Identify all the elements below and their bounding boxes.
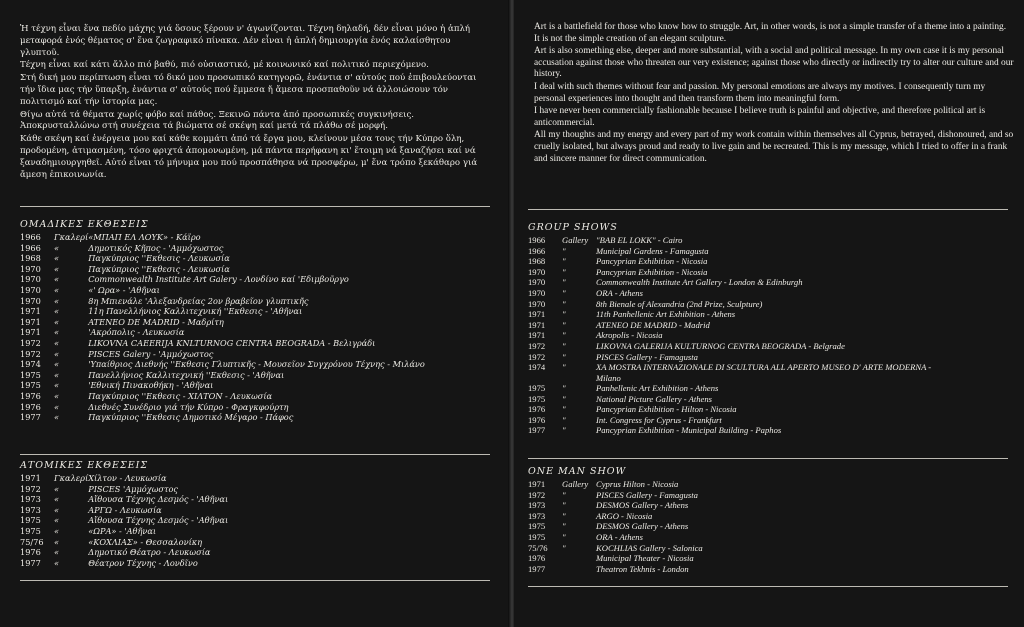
exhibition-venue: PISCES Gallery - Famagusta <box>596 489 698 500</box>
divider <box>528 586 1008 587</box>
greek-solo-shows-section <box>20 460 228 568</box>
greek-page <box>0 0 510 627</box>
exhibition-row <box>528 511 703 522</box>
exhibition-venue: PISCES Galery - 'Αμμόχωστος <box>88 348 214 359</box>
english-solo-shows-section <box>528 466 703 574</box>
exhibition-row <box>528 320 956 331</box>
exhibition-year: 1970 <box>20 274 41 285</box>
exhibition-year: 1972 <box>20 348 41 359</box>
exhibition-venue: KOCHLIAS Gallery - Salonica <box>596 542 703 553</box>
english-group-shows-table <box>528 235 956 436</box>
exhibition-row <box>20 274 425 285</box>
exhibition-year: 1970 <box>528 287 546 298</box>
exhibition-venue: PISCES 'Αμμόχωστος <box>88 483 178 494</box>
exhibition-venue: ORA - Athens <box>596 287 643 298</box>
exhibition-gallery: " <box>562 277 566 288</box>
exhibition-gallery: " <box>562 531 566 542</box>
exhibition-venue: ATENEO DE MADRID - Madrid <box>596 319 710 330</box>
exhibition-row <box>528 532 703 543</box>
exhibition-row <box>20 412 425 423</box>
exhibition-year: 1973 <box>20 494 41 505</box>
exhibition-row <box>528 394 956 405</box>
greek-solo-shows-table <box>20 473 228 568</box>
exhibition-row <box>20 306 425 317</box>
exhibition-row <box>20 473 228 484</box>
exhibition-gallery: « <box>54 369 60 380</box>
exhibition-row <box>528 267 956 278</box>
exhibition-gallery: « <box>54 253 60 264</box>
exhibition-year: 1976 <box>528 553 546 564</box>
exhibition-gallery: " <box>562 362 566 373</box>
exhibition-gallery: « <box>54 263 60 274</box>
exhibition-row <box>20 505 228 516</box>
exhibition-row <box>20 253 425 264</box>
exhibition-venue: DESMOS Gallery - Athens <box>596 521 689 532</box>
exhibition-venue: Διεθνές Συνέδριο γιά τήν Κύπρο - Φραγκφούρτη <box>88 401 289 412</box>
divider <box>20 580 490 581</box>
exhibition-row <box>528 479 703 490</box>
exhibition-year: 1971 <box>20 473 41 483</box>
statement-paragraph: Κάθε σκέψη καί ἐνέργεια μου καί κάθε κομμάτι ἀπό τά ἔργα μου, κλείνουν μέσα τους τήν Κύπρο ὅλη, προδομένη, ἀτιμασμένη, τόσο φριχτά ἀπομονωμένη, μά πάντα περήφανη κι' ἕτοιμη νά ξαναζήσει καί νά ξαναδημιουργηθεῖ. Αὐτό εἶναι τό μήνυμα μου πού προσπάθησα νά προσφέρω, μ' ἕνα τρόπο ξεκάθαρο γιά ἄμεση ἐπικοινωνία. <box>20 134 478 180</box>
exhibition-row <box>528 490 703 501</box>
exhibition-gallery: " <box>562 542 566 553</box>
exhibition-gallery <box>562 564 596 575</box>
exhibition-venue: Int. Congress for Cyprus - Frankfurt <box>596 414 722 425</box>
exhibition-year: 1975 <box>20 369 41 380</box>
exhibition-venue: "BAB EL LOKK" - Cairo <box>596 235 683 245</box>
greek-group-shows-section <box>20 219 425 423</box>
exhibition-gallery <box>562 553 596 564</box>
exhibition-row <box>20 285 425 296</box>
exhibition-year: 1972 <box>20 483 41 494</box>
exhibition-gallery: « <box>54 547 60 558</box>
exhibition-venue: Παγκύπριος ''Εκθεσις - ΧΙΛΤΟΝ - Λευκωσία <box>88 390 273 401</box>
exhibition-venue: Πανελλήνιος Καλλιτεχνική ''Εκθεσις - 'Αθῆναι <box>88 369 285 380</box>
exhibition-row <box>528 299 956 310</box>
exhibition-year: 1968 <box>528 256 546 267</box>
divider <box>20 206 490 207</box>
section-title: ONE MAN SHOW <box>528 466 627 477</box>
exhibition-year: 1971 <box>20 316 41 327</box>
exhibition-venue: Παγκύπριος ''Εκθεσις - Λευκωσία <box>88 263 230 274</box>
exhibition-row <box>528 553 703 564</box>
exhibition-gallery: " <box>562 521 566 532</box>
exhibition-row <box>528 341 956 352</box>
exhibition-year: 1970 <box>528 298 546 309</box>
exhibition-row <box>20 317 425 328</box>
exhibition-gallery: " <box>562 510 566 521</box>
exhibition-venue: 'Υπαίθριος Διεθνής ''Εκθεσις Γλυπτικῆς - Μουσεῖον Συγχρόνου Τέχνης - Μιλάνο <box>88 359 425 370</box>
section-title: ΟΜΑΔΙΚΕΣ ΕΚΘΕΣΕΙΣ <box>20 219 149 230</box>
divider <box>528 209 1008 210</box>
exhibition-gallery: « <box>54 504 60 515</box>
exhibition-row <box>528 277 956 288</box>
exhibition-year: 1975 <box>528 531 546 542</box>
exhibition-gallery: « <box>54 401 60 412</box>
exhibition-gallery: « <box>54 316 60 327</box>
section-title: GROUP SHOWS <box>528 222 618 233</box>
exhibition-venue: Municipal Gardens - Famagusta <box>596 245 709 256</box>
exhibition-gallery: " <box>562 489 566 500</box>
exhibition-venue: ORA - Athens <box>596 531 643 542</box>
exhibition-year: 1977 <box>528 563 546 574</box>
exhibition-row <box>20 526 228 537</box>
english-group-shows-section <box>528 222 956 436</box>
exhibition-year: 1975 <box>528 382 546 393</box>
exhibition-venue: Δημοτικός Κῆπος - 'Αμμόχωστος <box>88 242 224 253</box>
exhibition-gallery: « <box>54 390 60 401</box>
exhibition-row <box>20 515 228 526</box>
exhibition-row <box>528 415 956 426</box>
exhibition-row <box>528 425 956 436</box>
exhibition-gallery: " <box>562 425 566 436</box>
exhibition-gallery: « <box>54 348 60 359</box>
exhibition-gallery: « <box>54 337 60 348</box>
exhibition-year: 1972 <box>528 351 546 362</box>
exhibition-year: 1966 <box>20 232 41 242</box>
exhibition-gallery: « <box>54 380 60 391</box>
exhibition-gallery: " <box>562 245 566 256</box>
statement-paragraph: All my thoughts and my energy and every part of my work contain within themselves all Cyprus, betrayed, dishonoured, and so cruelly isolated, but always proud and ready to live gain and be recreated. This is my message, which I tried to offer in a frank and sincere manner for direct communication. <box>534 130 1014 164</box>
exhibition-venue: Pancyprian Exhibition - Nicosia <box>596 256 708 267</box>
exhibition-year: 1975 <box>20 380 41 391</box>
exhibition-venue: Cyprus Hilton - Nicosia <box>596 479 679 489</box>
exhibition-venue: «' Ωρα» - 'Αθῆναι <box>88 284 160 295</box>
exhibition-year: 1971 <box>528 309 546 320</box>
exhibition-row <box>528 235 956 246</box>
exhibition-row <box>528 543 703 554</box>
exhibition-year: 1966 <box>528 235 546 245</box>
exhibition-year: 1976 <box>20 390 41 401</box>
exhibition-year: 1976 <box>528 414 546 425</box>
exhibition-year: 1975 <box>528 521 546 532</box>
exhibition-gallery: " <box>562 266 566 277</box>
exhibition-gallery: " <box>562 309 566 320</box>
english-page <box>514 0 1024 627</box>
section-title: ΑΤΟΜΙΚΕΣ ΕΚΘΕΣΕΙΣ <box>20 460 149 471</box>
exhibition-year: 1970 <box>20 263 41 274</box>
exhibition-venue: Αἴθουσα Τέχνης Δεσμός - 'Αθῆναι <box>88 515 229 526</box>
exhibition-row <box>20 338 425 349</box>
exhibition-year: 1971 <box>528 319 546 330</box>
exhibition-gallery: « <box>54 274 60 285</box>
exhibition-gallery: « <box>54 536 60 547</box>
exhibition-year: 75/76 <box>20 536 44 547</box>
exhibition-venue: National Picture Gallery - Athens <box>596 393 712 404</box>
exhibition-venue: Commonwealth Institute Art Galery - Λονδίνο καί 'Εδιμβοῦργο <box>88 274 349 285</box>
exhibition-venue: Pancyprian Exhibition - Hilton - Nicosia <box>596 404 737 415</box>
exhibition-row <box>528 309 956 320</box>
exhibition-year: 1973 <box>20 504 41 515</box>
exhibition-year: 1975 <box>528 393 546 404</box>
exhibition-row <box>528 500 703 511</box>
exhibition-venue: Παγκύπριος ''Εκθεσις Δημοτικό Μέγαρο - Πάφος <box>88 412 294 423</box>
exhibition-venue: 'Ακρόπολις - Λευκωσία <box>88 327 185 338</box>
exhibition-row <box>20 391 425 402</box>
exhibition-row <box>20 484 228 495</box>
exhibition-gallery: " <box>562 414 566 425</box>
exhibition-venue: Pancyprian Exhibition - Nicosia <box>596 266 708 277</box>
exhibition-row <box>528 564 703 575</box>
exhibition-gallery: " <box>562 256 566 267</box>
exhibition-year: 1971 <box>20 306 41 317</box>
exhibition-row <box>528 330 956 341</box>
exhibition-gallery: « <box>54 515 60 526</box>
divider <box>528 458 1008 459</box>
exhibition-row <box>20 370 425 381</box>
exhibition-venue: DESMOS Gallery - Athens <box>596 500 689 511</box>
english-solo-shows-table <box>528 479 703 574</box>
exhibition-row <box>20 494 228 505</box>
exhibition-year: 1973 <box>528 500 546 511</box>
exhibition-venue: Commonwealth Institute Art Gallery - London & Edinburgh <box>596 277 803 288</box>
exhibition-row <box>528 246 956 257</box>
exhibition-year: 1977 <box>528 425 546 436</box>
exhibition-venue: Αἴθουσα Τέχνης Δεσμός - 'Αθῆναι <box>88 494 229 505</box>
exhibition-venue: ATENEO DE MADRID - Μαδρίτη <box>88 316 224 327</box>
exhibition-row <box>528 383 956 394</box>
exhibition-row <box>20 359 425 370</box>
exhibition-year: 1975 <box>20 515 41 526</box>
exhibition-gallery: " <box>562 340 566 351</box>
exhibition-venue: Akropolis - Nicosia <box>596 330 663 341</box>
exhibition-year: 1970 <box>528 277 546 288</box>
exhibition-venue: Χίλτον - Λευκωσία <box>88 473 167 483</box>
exhibition-venue: Δημοτικό Θέατρο - Λευκωσία <box>88 547 211 558</box>
exhibition-year: 1972 <box>20 337 41 348</box>
exhibition-row <box>528 352 956 363</box>
english-statement <box>534 22 1014 166</box>
exhibition-gallery: « <box>54 359 60 370</box>
exhibition-year: 1973 <box>528 510 546 521</box>
exhibition-venue: LIKOVNA GALERIJA KULTURNOG CENTRA BEOGRADA - Belgrade <box>596 340 845 351</box>
exhibition-gallery: Γκαλερί <box>54 473 89 483</box>
exhibition-row <box>20 296 425 307</box>
exhibition-gallery: " <box>562 287 566 298</box>
exhibition-year: 1974 <box>528 362 546 373</box>
exhibition-gallery: Γκαλερί <box>54 232 89 242</box>
exhibition-row <box>20 327 425 338</box>
statement-paragraph: I deal with such themes without fear and passion. My personal emotions are always my motives. I consequently turn my personal experiences into thought and then transform them into meaningful form. <box>534 81 986 104</box>
exhibition-row <box>20 558 228 569</box>
exhibition-venue: Panhellenic Art Exhibition - Athens <box>596 382 719 393</box>
exhibition-gallery: " <box>562 500 566 511</box>
exhibition-year: 1970 <box>20 284 41 295</box>
exhibition-year: 1974 <box>20 359 41 370</box>
exhibition-year: 1966 <box>20 242 41 253</box>
exhibition-gallery: " <box>562 330 566 341</box>
exhibition-venue: 11η Πανελλήνιος Καλλιτεχνική ''Εκθεσις - 'Αθῆναι <box>88 306 303 317</box>
exhibition-row <box>528 404 956 415</box>
exhibition-venue: 8η Μπιενάλε 'Αλεξανδρείας 2ον βραβεῖον γλυπτικῆς <box>88 295 309 306</box>
exhibition-gallery: « <box>54 284 60 295</box>
exhibition-gallery: « <box>54 557 60 568</box>
exhibition-gallery: Gallery <box>562 479 589 489</box>
exhibition-row <box>528 288 956 299</box>
exhibition-year: 1976 <box>20 401 41 412</box>
statement-paragraph: Θίγω αὐτά τά θέματα χωρίς φόβο καί πάθος. Ξεκινῶ πάντα ἀπό προσωπικές συγκινήσεις. Ἀποκρυσταλλώνω στή συνέχεια τά βιώματα σέ σκέψη καί μετά τά πλάθω σέ μορφή. <box>20 109 415 132</box>
exhibition-venue: ΑΡΓΩ - Λευκωσία <box>88 504 162 515</box>
exhibition-gallery: " <box>562 404 566 415</box>
exhibition-venue: LIKOVNA CAEERIJA KNLTURNOG CENTRA BEOGRADA - Βελιγράδι <box>88 337 376 348</box>
exhibition-venue: 'Εθνική Πινακοθήκη - 'Αθῆναι <box>88 380 214 391</box>
exhibition-year: 1970 <box>20 295 41 306</box>
exhibition-gallery: « <box>54 412 60 423</box>
exhibition-gallery: « <box>54 306 60 317</box>
exhibition-venue: «ΚΟΧΛΙΑΣ» - Θεσσαλονίκη <box>88 536 203 547</box>
exhibition-row <box>528 362 956 383</box>
exhibition-year: 1975 <box>20 525 41 536</box>
exhibition-year: 1971 <box>528 330 546 341</box>
exhibition-row <box>20 547 228 558</box>
exhibition-year: 75/76 <box>528 542 548 553</box>
exhibition-row <box>20 232 425 243</box>
greek-statement <box>20 24 490 182</box>
exhibition-venue: Παγκύπριος ''Εκθεσις - Λευκωσία <box>88 253 230 264</box>
exhibition-venue: Pancyprian Exhibition - Municipal Building - Paphos <box>596 425 782 436</box>
exhibition-gallery: " <box>562 393 566 404</box>
exhibition-gallery: « <box>54 295 60 306</box>
exhibition-row <box>20 243 425 254</box>
statement-paragraph: I have never been commercially fashionable because I believe truth is painful and objective, and therefore political art is anticommercial. <box>534 106 986 128</box>
exhibition-venue: PISCES Gallery - Famagusta <box>596 351 698 362</box>
divider <box>20 454 490 455</box>
exhibition-row <box>20 264 425 275</box>
exhibition-venue: 8th Bienale of Alexandria (2nd Prize, Sculpture) <box>596 298 763 309</box>
exhibition-gallery: « <box>54 494 60 505</box>
exhibition-gallery: " <box>562 351 566 362</box>
exhibition-gallery: " <box>562 382 566 393</box>
statement-paragraph: Art is a battlefield for those who know how to struggle. Art, in other words, is not a simple transfer of a theme into a painting. It is not the simple creation of an elegant sculpture. <box>534 22 1007 44</box>
exhibition-row <box>20 380 425 391</box>
exhibition-venue: Municipal Theater - Nicosia <box>596 553 694 564</box>
exhibition-year: 1971 <box>528 479 546 489</box>
exhibition-gallery: « <box>54 327 60 338</box>
exhibition-gallery: « <box>54 483 60 494</box>
exhibition-year: 1968 <box>20 253 41 264</box>
exhibition-year: 1976 <box>20 547 41 558</box>
exhibition-gallery: « <box>54 525 60 536</box>
statement-paragraph: Art is also something else, deeper and more substantial, with a social and political message. In my own case it is my personal accusation against those who threaten our very existence; against those who directly or indirectly try to alter our culture and our history. <box>534 46 1014 80</box>
exhibition-year: 1970 <box>528 266 546 277</box>
exhibition-venue: Theatron Tekhnis - London <box>596 563 689 574</box>
greek-group-shows-table <box>20 232 425 423</box>
exhibition-year: 1977 <box>20 412 41 423</box>
exhibition-year: 1966 <box>528 245 546 256</box>
exhibition-venue: 11th Panhellenic Art Exhibition - Athens <box>596 309 736 320</box>
exhibition-venue: XA MOSTRA INTERNAZIONALE DI SCULTURA ALL APERTO MUSEO D' ARTE MODERNA - Milano <box>596 362 932 383</box>
exhibition-row <box>20 402 425 413</box>
exhibition-gallery: « <box>54 242 60 253</box>
exhibition-year: 1976 <box>528 404 546 415</box>
exhibition-year: 1972 <box>528 340 546 351</box>
exhibition-venue: ARGO - Nicosia <box>596 510 653 521</box>
exhibition-row <box>528 256 956 267</box>
exhibition-venue: «ΩΡΑ» - 'Αθῆναι <box>88 525 157 536</box>
exhibition-year: 1971 <box>20 327 41 338</box>
exhibition-row <box>20 349 425 360</box>
exhibition-row <box>20 537 228 548</box>
exhibition-venue: «ΜΠΑΠ ΕΛ ΛΟΥΚ» - Κάϊρο <box>88 232 201 242</box>
statement-paragraph: Στή δική μου περίπτωση εἶναι τό δικό μου προσωπικό κατηγορῶ, ἐνάντια σ' αὐτούς πού ἐπιβουλεύονται τήν ἴδια μας τήν ὕπαρξη, ἐνάντια σ' αὐτούς πού ἔμμεσα ἤ ἄμεσα προσπαθοῦν νά ἀλλοιώσουν τόν πολιτισμό καί τήν ἱστορία μας. <box>20 73 477 107</box>
exhibition-gallery: " <box>562 298 566 309</box>
exhibition-gallery: Gallery <box>562 235 589 245</box>
exhibition-year: 1972 <box>528 489 546 500</box>
exhibition-row <box>528 521 703 532</box>
statement-paragraph: Ἡ τέχνη εἶναι ἕνα πεδίο μάχης γιά ὅσους ξέρουν ν' ἀγωνίζονται. Τέχνη δηλαδή, δέν εἶναι μόνο ἡ ἁπλή μεταφορά ἑνός θέματος σ' ἕνα ζωγραφικό πίνακα. Δέν εἶναι ἡ ἁπλή δημιουργία ἑνός καλαίσθητου γλυπτοῦ. <box>20 24 471 58</box>
statement-paragraph: Τέχνη εἶναι καί κάτι ἄλλο πιό βαθύ, πιό οὐσιαστικό, μέ κοινωνικό καί πολιτικό περιεχόμενο. <box>20 60 429 71</box>
exhibition-venue: Θέατρον Τέχνης - Λονδῖνο <box>88 557 198 568</box>
exhibition-year: 1977 <box>20 557 41 568</box>
exhibition-gallery: " <box>562 319 566 330</box>
